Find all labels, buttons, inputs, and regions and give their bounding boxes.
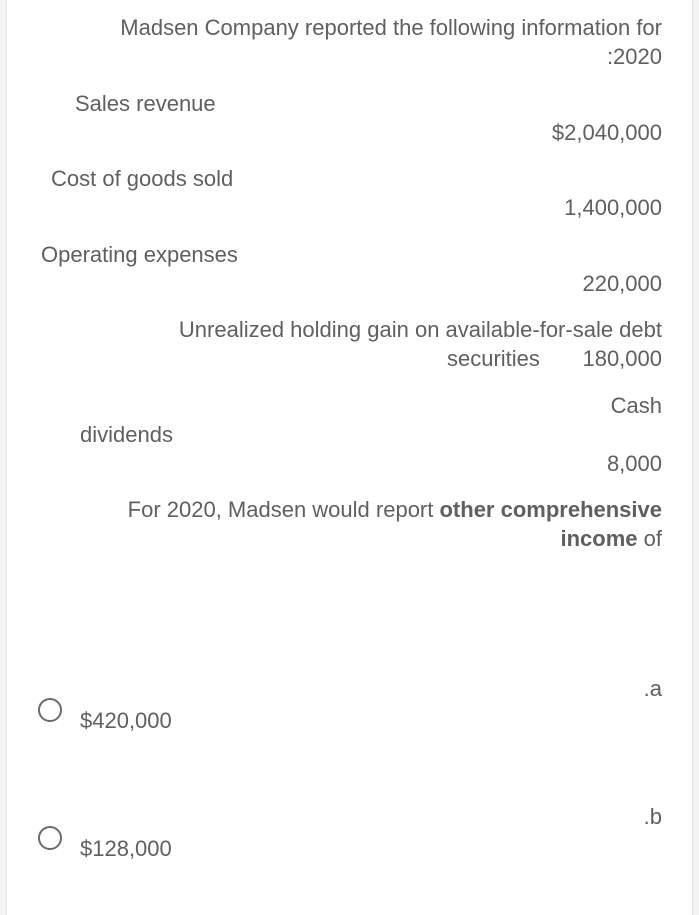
dividends-value: 8,000: [606, 451, 662, 476]
option-b-label[interactable]: $128,000: [80, 836, 172, 861]
prompt-suffix: of: [637, 526, 662, 551]
prompt-bold-term: other comprehensive: [439, 497, 662, 522]
opex-value: 220,000: [582, 271, 662, 296]
cash-label: Cash: [610, 393, 662, 418]
gain-label-line2: securities: [447, 346, 540, 371]
option-b-letter: .b: [643, 804, 662, 829]
question-intro-line1: Madsen Company reported the following information for: [120, 15, 662, 40]
question-prompt-line2: [561, 524, 663, 553]
prompt-bold-term-2: income: [560, 526, 638, 551]
dividends-label: dividends: [80, 422, 173, 447]
gain-label-line1: Unrealized holding gain on available-for-sale debt: [178, 317, 662, 342]
gain-value: 180,000: [582, 346, 662, 371]
prompt-prefix: For 2020, Madsen would report: [127, 497, 440, 522]
cogs-label: Cost of goods sold: [51, 166, 234, 191]
opex-label: Operating expenses: [41, 242, 238, 267]
question-prompt-line1: [128, 495, 662, 524]
option-b-radio[interactable]: [38, 826, 62, 850]
option-a-letter: .a: [643, 676, 662, 701]
sales-revenue-label: Sales revenue: [75, 91, 216, 116]
option-a-radio[interactable]: [38, 698, 62, 722]
question-intro-line2: :2020: [606, 44, 662, 69]
sales-revenue-value: $2,040,000: [551, 120, 662, 145]
cogs-value: 1,400,000: [564, 195, 662, 220]
question-card: [6, 0, 693, 915]
option-a-label[interactable]: $420,000: [80, 708, 172, 733]
